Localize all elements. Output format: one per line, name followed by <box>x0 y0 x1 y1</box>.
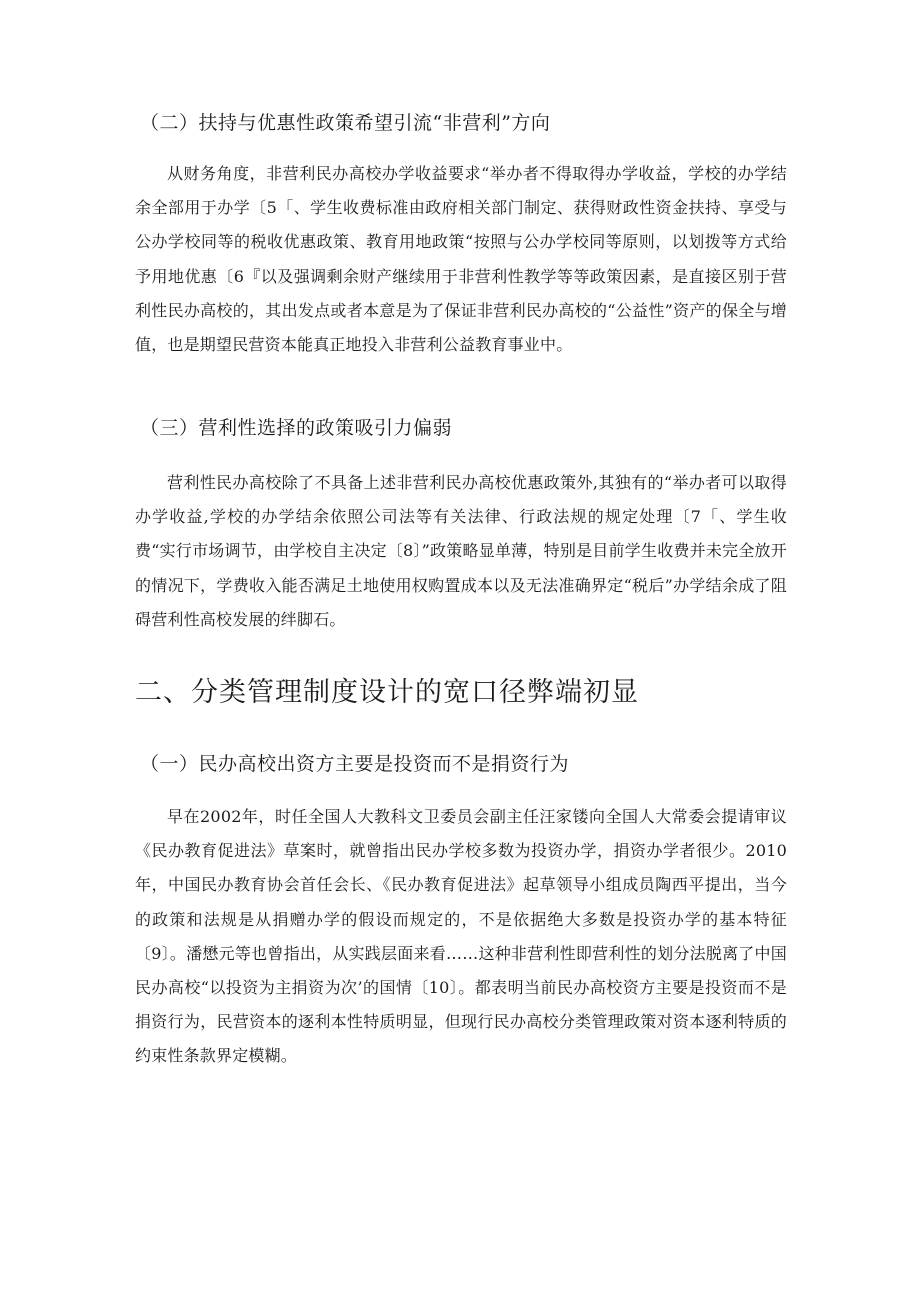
section-heading-classification: 二、分类管理制度设计的宽口径弊端初显 <box>135 677 639 708</box>
subsection-heading-profit-choice: （三）营利性选择的政策吸引力偏弱 <box>140 417 453 439</box>
paragraph-financial-perspective: 从财务角度，非营利民办高校办学收益要求“举办者不得取得办学收益，学校的办学结余全部用于办学〔5「、学生收费标准由政府相关部门制定、获得财政性资金扶持、享受与公办学校同等的税收优惠政策、教育用地政策“按照与公办学校同等原则，以划拨等方式给予用地优惠〔6『以及强调剩余财产继续用于非营利性教学等等政策因素，是直接区别于营利性民办高校的，其出发点或者本意是为了保证非营利民办高校的“公益性”资产的保全与增值，也是期望民营资本能真正地投入非营利公益教育事业中。 <box>135 164 787 355</box>
subsection-heading-investment: （一）民办高校出资方主要是投资而不是捐资行为 <box>140 753 570 775</box>
paragraph-investment-history: 早在2002年，时任全国人大教科文卫委员会副主任汪家镂向全国人大常委会提请审议《民办教育促进法》草案时，就曾指出民办学校多数为投资办学，捐资办学者很少。2010年，中国民办教育协会首任会长、《民办教育促进法》起草领导小组成员陶西平提出，当今的政策和法规是从捐赠办学的假设而规定的，不是依据绝大多数是投资办学的基本特征〔9〕。潘懋元等也曾指出，从实践层面来看……这种非营利性即营利性的划分法脱离了中国民办高校“以投资为主捐资为次’的国情〔10〕。都表明当前民办高校资方主要是投资而不是捐资行为，民营资本的逐利本性特质明显，但现行民办高校分类管理政策对资本逐利特质的约束性条款界定模糊。 <box>135 807 787 1066</box>
subsection-heading-support-policy: （二）扶持与优惠性政策希望引流“非营利”方向 <box>140 112 551 134</box>
paragraph-for-profit-policy: 营利性民办高校除了不具备上述非营利民办高校优惠政策外,其独有的“举办者可以取得办学收益,学校的办学结余依照公司法等有关法律、行政法规的规定处理〔7「、学生收费“实行市场调节，由学校自主决定〔8〕”政策略显单薄，特别是目前学生收费并未完全放开的情况下，学费收入能否满足土地使用权购置成本以及无法准确界定“税后”办学结余成了阻碍营利性高校发展的绊脚石。 <box>135 473 787 629</box>
